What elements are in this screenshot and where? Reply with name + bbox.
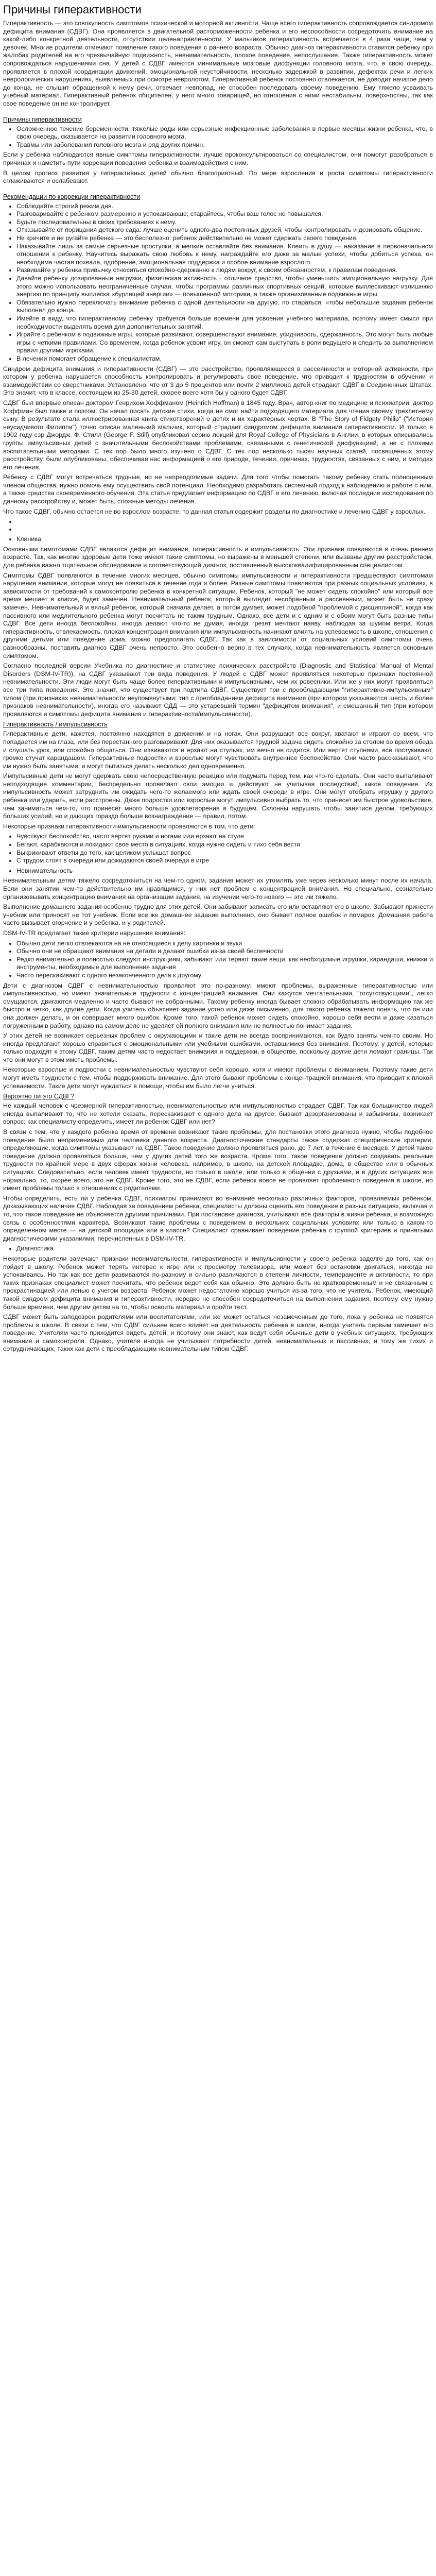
paragraph: Ребенку с СДВГ могут встречаться трудные, но не непреодолимые задачи. Для того чтобы помогать такому ребенку стать полноценным членом общества, нужно помочь ему осуществить свой потенциал. Необходимо разработать системный подход к наблюдению и работе с ним, а также средства своевременного обучения. Эта статья предлагает информацию по СДВГ и его лечению, включая последние исследования по данному расстройству и, может быть, сложные методы лечения. bbox=[3, 473, 433, 505]
inatt-heading: • Невнимательность bbox=[16, 867, 433, 875]
empty-bullet bbox=[16, 526, 433, 533]
paragraph: Некоторые родители замечают признаки невнимательности, гиперактивности и импульсивности у своего ребенка задолго до того, как он пойдет в школу. Ребенок может терять интерес к игре или к просмотру телевизора, или может без остановки двигаться, никогда не успокаиваясь. Но так как все дети развиваются по-разному и сильно различаются в степени личности, темпераменте и активности, то при таких признаках специалист может посчитать, что ребенок ведет себя как обычно. Это должно быть не кратковременным и не связанным с прокрастинацией или ленью с учетом возраста. Ребенок может недостаточно хорошо учиться из-за того, что не учитель. Ребенок, имеющий такой синдром дефицита внимания и гиперактивности, нередко не способен сосредоточиться на выполнении задания, поэтому ему нужно больше времени, чем другим детям на то, чтобы освоить материал и пройти тест. bbox=[3, 1255, 433, 1311]
paragraph: Выполнение домашнего задания особенно трудно для этих детей. Они забывают записать его или оставляют его в школе. Забывают принести учебник или приносят не тот учебник. Если все же домашнее задание выполнено, оно бывает полное ошибок и помарок. Домашняя работа часто вызывает огорчение и у ребенка, и у родителей. bbox=[3, 903, 433, 927]
paragraph: Что такое СДВГ, обычно остается не во взрослом возрасте, то данная статья содержит разделы по диагностике и лечению СДВГ у взрослых. bbox=[3, 507, 426, 515]
list-item: • Разговаривайте с ребенком размеренно и успокаивающе; старайтесь, чтобы ваш голос не повышался. bbox=[16, 210, 433, 218]
paragraph: Некоторые признаки гиперактивности-импульсивности проявляются в том, что дети: bbox=[3, 822, 255, 830]
paragraph: Согласно последней версии Учебника по диагностике и статистике психических расстройств (Diagnostic and Statistical Manual of Mental Disorders (DSM-IV-TR)), на СДВГ указывают три вида поведения. У людей с СДВГ может проявляться некоторые признаки постоянной невнимательности. Эти люди могут быть чаще более гиперактивными и импульсивными, чем их ровесники. Или же у них могут проявляться все три типа поведения. Это значит, что существует три подтипа СДВГ. Существует три с преобладающим "гиперактивно-импульсивным" типом (при признаках невнимательности неупомянутыми; тип с преобладанием дефицита внимания (при котором указываются шесть и более признаков невнимательности), иногда его называют СДД — это устаревший термин "дефицитом внимания", и смешанный тип (при котором проявляются и симптомы дефицита внимания и гиперактивности/импульсивности). bbox=[3, 662, 433, 718]
inatt-list bbox=[3, 940, 433, 980]
list-item: • Обязательно нужно переключать внимание ребенка с одной деятельности на другую, по стараться, чтобы небольшие задания ребенок выполнял до конца. bbox=[16, 299, 433, 315]
diag-heading: • Диагностика bbox=[16, 1245, 433, 1253]
causes-heading: Причины гиперактивности bbox=[3, 115, 82, 123]
paragraph: Чтобы определить, есть ли у ребенка СДВГ, психиатры принимают во внимание несколько различных факторов, проявляемых ребенком, доказывающих наличие СДВГ. Наблюдая за поведением ребенка, специалисты должны оценить его поведение в разных ситуациях, включая и то, что такое поведение не объясняется другими причинами. При постановке диагноза, учитывают все факторы в жизни ребенка, и возможную связь с особенностями характера. Возникают такие проблемы с поведением в нескольких социальных условиях или только в каком-то определенном месте — на детской площадке или в классе? Специалист сравнивает поведение ребенка с группой критериев и принятыми диагностическими указаниями, перечисленных в DSM-IV-TR. bbox=[3, 1194, 433, 1242]
diag-heading-list bbox=[3, 1245, 433, 1253]
paragraph: В целом прогноз развития у гиперактивных детей обычно благоприятный. По мере взросления и роста симптомы гиперактивности сглаживаются и ослабевают. bbox=[3, 169, 433, 185]
paragraph: Импульсивные дети не могут сдержать свою непосредственную реакцию или подумать перед тем, как что-то сделать. Они часто выпаливают неподходящие комментарии, беспредельно проявляют свои эмоции и действуют не учитывая последствий, какое поведение. Их импульсивность может затруднить им ожидать чего-то желаемого или ждать своей очереди в игре. Они могут отобрать игрушку у другого ребенка или ударить, если расстроены. Даже подростки или взрослые могут импульсивно выбрать то, что принесет им быстрое удовольствие, чем заниматься чем-то, что принесет много больше удовлетворения в будущем. Склонны нарушать чтобы занятися делом, требующих больших усилий, но и дающих гораздо больше вознаграждение — правил, потом. bbox=[3, 772, 433, 820]
list-item: • Имейте в виду, что гиперактивному ребенку требуется больше времени для усвоения учебного материала, поэтому имеет смысл при необходимости выделять время для дополнительных занятий. bbox=[16, 315, 433, 331]
paragraph: Невнимательным детям тяжело сосредоточиться на чем-то одном, задания может их утомлять уже через несколько минут после их начала. Если они занятии чем-то действительно им нравящимся, у них нет проблем с концентрацией внимания. Но специально, сознательно организовывать концентрацию внимания на организации задания, на изучении чего-то нового — это им тяжело. bbox=[3, 877, 433, 901]
paragraph: СДВГ был впервые описан доктором Генрихом Хоффманом (Heinrich Hoffman) в 1845 году. Врач, автор книг по медицине и психиатрии, доктор Хоффман был также и поэтом. Он начал писать детские стихи, когда не смог найти подходящего материала для чтения своему трехлетнему сыну. В результате стала иллюстрированная книга стихотворений о детях и их характерных чертах. В "The Story of Fidgety Philip" ("История неусидчивого Филиппа") точно описан маленький мальчик, который страдает синдромом дефицита внимания гиперактивности. И только в 1902 году сэр Джордж. Ф. Стилл (George F. Still) опубликовал серию лекций для Royal College of Physicians в Англии, в которых описывались группы импульсивных детей с значительными беспокойствами проблемами, связанными с генетической дисфункцией, а не с плохими воспитательными методами. С тех пор было много изучено о СДВГ. С тех пор несколько тысяч научных статей, посвященных этому расстройству, были опубликованы, обеспечивая нас информацией о его природе, течении, причинах, трудностях, связанных с ним, и методах его лечения. bbox=[3, 399, 433, 471]
list-item: • Бегают, карабкаются и покидают свое место в ситуациях, когда нужно сидеть и тихо себя вести bbox=[16, 841, 433, 849]
list-item: • Осложненное течение беременности, тяжелые роды или серьезные инфекционные заболевания в первые месяцы жизни ребенка, что, в свою очередь, сказывается на развитии головного мозга. bbox=[16, 125, 433, 141]
paragraph: У этих детей не возникает серьезных проблем с окружающими и такие дети не всегда воспринимаются, как будто заняты чем-то своим. Но иногда предлагают хорошо справиться с эмоциональными или учебными ошибками, оставшимися без внимания. Поэтому, у детей, которые только подходят к этому СДВГ, таким детям часто недостает внимания и поддержки, в обществе, поскольку другие дети ломают границы. Так что они могут в этом иметь проблемы. bbox=[3, 1032, 433, 1063]
paragraph: Синдром дефицита внимания и гиперактивности (СДВГ) — это расстройство, проявляющееся в рассеянности и моторной активности, при котором у ребенка нарушается способность контролировать и регулировать свое поведение, что приводит к трудностям в обучении и взаимодействии со сверстниками. Установлено, что от 3 до 5 процентов или почти 2 миллиона детей страдают СДВГ в Соединенных Штатах. Это значит, что в классе, состоящем из 25-30 детей, скорее всего хотя бы у одного будет СДВГ. bbox=[3, 365, 433, 397]
spacer bbox=[3, 188, 433, 191]
recommendations-list bbox=[3, 202, 433, 363]
paragraph: Симптомы СДВГ появляются в течение многих месяцев, обычно симптомы импульсивности и гиперактивности предшествуют симптомам нарушения внимания, которые могут не появиться в течение года и более. Разные симптомы появляются при разных социальных условиях, в зависимости от требований к самоконтролю ребенка в конкретной ситуации. Ребенок, который "не может сидеть спокойно" или который все время мешает в классе, будет замечен. Невнимательный ребенок, который выглядит несобранным и рассеянным, может быть не сразу замечен. Невнимательный и вялый ребенок, который сначала делает, а потом думает, может подобной "проблемой с дисциплиной", когда как пассивного или медлительного ребенка могут посчитать не таким трудным. Однако, все дети и с одним и с обоим могут быть разные типы СДВГ. Все дети иногда беспокойны, иногда делают что-то не думая, иногда грезят мечтают наяву, наблюдая за шумом ветра. Когда гиперактивность, отвлекаемость, плохая концентрация внимания или импульсивность начинают влиять на успеваемость в школе, отношения с другими детьми или поведение дома, можно предполагать СДВГ. Так как в зависимости от социальных условий симптомы очень разнообразны, поставить диагноз СДВГ очень непросто. Это особенно верно в тех случаях, когда невнимательность является основным симптомом. bbox=[3, 571, 433, 659]
paragraph: Некоторые взрослые и подростки с невнимательностью чувствуют себя хорошо, хотя и имеют проблемы с вниманием. Поэтому такие дети могут иметь трудности с тем, чтобы поддерживать внимание. Для этого бывают проблемы с концентрацией внимания, что приводит к плохой успеваемости. Такие дети могут нуждаться в помощи, чтобы им было легче учиться. bbox=[3, 1066, 433, 1090]
list-item: • Давайте ребенку дозированные нагрузки, физическая активность - отличное средство, чтобы уменьшить эмоциональную нагрузку. Для этого можно использовать неограниченные случаи, чтобы программы различных спортивных секций, которые выплескивают излишнюю энергию по принципу выплеска «бурлящей энергии» — повышенной моторики, а также организованные подвижные игры. bbox=[16, 275, 433, 299]
list-item: • В лечении помогает обращение к специалистам. bbox=[16, 355, 433, 363]
inatt-heading-list bbox=[3, 867, 433, 875]
paragraph: DSM-IV-TR предлагает такие критерии нарушения внимания: bbox=[3, 929, 186, 937]
paragraph: Не каждый человек с чрезмерной гиперактивностью, невнимательностью или импульсивностью страдает СДВГ. Так как большинство людей иногда выпаливают то, что не хотели сказать, перескакивают с одного дела на другое, бывают дезорганизованы и забывчивы, возникает вопрос: как специалисту определить, имеет ли ребенок СДВГ или нет? bbox=[3, 1102, 433, 1126]
list-item: • Чувствуют беспокойство, часто вертят руками и ногами или ерзают на стуле bbox=[16, 833, 433, 841]
list-item: • Выкрикивают ответы до того, как целиком услышат вопрос bbox=[16, 849, 433, 857]
hyper-heading: Гиперактивность / импульсивность bbox=[3, 721, 108, 728]
spacer bbox=[3, 110, 433, 113]
page-title: Причины гиперактивности bbox=[3, 3, 142, 16]
empty-bullet bbox=[16, 518, 433, 526]
paragraph: В связи с тем, что у каждого ребенка время от времени возникают такие проблемы, для постановки этого диагноза нужно, чтобы подобное поведение было неприменимым для человека данного возраста. Диагностические стандарты также содержат специфические критерии, определяющие, когда симптомы указывают на СДВГ. Такое поведение должно проявляться рано, до 7 лет, в течение 6 месяцев. У детей такое поведение должно проявляться больше, чем у других детей того же возраста. Кроме того, такое поведение должно создавать реальные трудности по крайней мере в двух сферах жизни человека, например, в школе, на детской площадке, дома, в обществе или в обычных ситуациях. Следовательно, если человек имеет трудности, но только в школе, или только в общении с друзьями, и в других ситуациях все нормально, то, скорее всего, это не СДВГ. Кроме того, это не СДВГ, если ребенок вовсе не проявляет проблемного поведения в школе, но имеет проблемы только в отношениях с родителями. bbox=[3, 1128, 433, 1192]
list-item: • Развивайте у ребенка привычку относиться спокойно-сдержанно к людям вокруг, к своим обязанностям, к правилам поведения. bbox=[16, 266, 433, 275]
paragraph: Гиперактивные дети, кажется, постоянно находятся в движении и на ногах. Они разрушают все вокруг, хватают и играют со всем, что попадается им на глаза, или без перестанного разговаривают. Для них оказывается трудной задача сидеть спокойно за столом во время обеда и слушать урок, или спокойно общаться. Они извиваются и ерзают на стульях, им вечно не сидится. Или вертят ступнями, все постукивают, громко стучат карандашом. Гиперактивные подростки и взрослые могут чувствовать внутреннее беспокойство. Они часто рассказывают, что им нужно быть занятыми, и могут пытаться делать несколько дел одновременно. bbox=[3, 730, 433, 770]
likely-heading: Вероятно ли это СДВГ? bbox=[3, 1093, 75, 1100]
list-item: • Наказывайте лишь за самые серьезные проступки, а мелкие оставляйте без внимания. Клеить в душу — наказание в первоначальном отношении к ребенку. Научитесь выражать свою любовь к нему, награждайте его даже за малые успехи, чтобы добиться успеха, он необходима частая похвала, одобрение, эмоциональная поддержка и особое внимание взрослого. bbox=[16, 243, 433, 267]
list-item: • Отказывайте от порицания детского сада: лучше оценить одного-два постоянных друзей, чтобы контролировать и дозировать общение. bbox=[16, 226, 433, 234]
list-item: • Обычно они не обращают внимания на детали и делают ошибки из-за своей беспечности bbox=[16, 947, 433, 956]
list-item: • С трудом стоят в очереди или дожидаются своей очереди в игре bbox=[16, 857, 433, 865]
hyper-list bbox=[3, 833, 433, 865]
list-item: • Травмы или заболевания головного мозга и ряд других причин. bbox=[16, 141, 433, 149]
list-item: • Не кричите и не ругайте ребенка — это бесполезно: ребенок действительно не может сдержать своего поведения. bbox=[16, 234, 433, 243]
recommendations-heading: Рекомендации по коррекции гиперактивности bbox=[3, 193, 141, 200]
paragraph: Если у ребенка наблюдаются явные симптомы гиперактивности, лучше проконсультироваться со специалистом, они помогут разобраться в причинах и наметить пути коррекции поведения ребенка и взаимодействия с ним. bbox=[3, 151, 433, 166]
list-item: • Будьте последовательны в своих требованиях к нему. bbox=[16, 218, 433, 227]
list-item: • Соблюдайте строгий режим дня. bbox=[16, 202, 433, 211]
list-item: • Играйте с ребенком в подвижные игры, которые развивают, совершенствуют внимание, усидчивость, сдержанность. Это могут быть любые игры с четкими правилами. Со временем, когда ребенок усвоит игру, он сможет сам выступать в роли ведущего и следить за выполнением правил другими игроками. bbox=[16, 331, 433, 355]
causes-list bbox=[3, 125, 433, 149]
paragraph: Дети с диагнозом СДВГ с невнимательностью проявляют это по-разному: имеют проблемы, выраженные гиперактивностью или импульсивностью, но имеют значительные трудности с концентрацией внимания. Они кажутся мечтательными, "отсутствующими", легко смущаются, двигаются медленно и часто бывают не собранными. Такому ребенку иногда бывает сложно обрабатывать информацию так же быстро и четко, как другие дети. Когда учитель объясняет задание устно или даже письменно, для такого ребенка тяжело понять, что он или она должен делать, и он совершает много ошибок. Кроме того, такой ребенок может сидеть спокойно, хорошо себя вести и даже казаться погруженным в работу, однако на самом деле не уделяет ей полного внимания или не полностью понимает задания. bbox=[3, 981, 433, 1029]
paragraph: Основными симптомами СДВГ являются дефицит внимания, гиперактивность и импульсивность. Эти признаки появляются в очень раннем возрасте. Так, как многие здоровые дети тоже имеют такие симптомы, но выражены в меньшей степени, или вызваны другим расстройством, для ребенка важно тщательное обследование и соответствующий диагноз, поставленный высококвалифицированным специалистом. bbox=[3, 545, 433, 569]
empty-bullets bbox=[3, 518, 433, 533]
clinic-heading: • Клиника bbox=[16, 535, 433, 544]
intro-paragraph: Гиперактивность — это совокупность симптомов психической и моторной активности. Чаще всего гиперактивность сопровождается синдромом дефицита внимания (СДВГ). Она проявляется в двигательной расторможенности ребенка и его неспособности сосредоточить внимание на какой-либо конкретной деятельности, отсутствии целенаправленности. У мальчиков гиперактивность встречается в 4 раза чаще, чем у девочек. Многие родители отмечают появление такого поведения с раннего возраста. Обычно диагноз гиперактивности ставится ребенку при жалобах родителей на его чрезвычайную подвижность, невнимательность, плохое поведение, непослушание. Также гиперактивность может сопровождаться нарушениями сна. У детей с СДВГ имеются минимальные мозговые дисфункции головного мозга, что, в свою очередь, проявляется в плохой координации движений, эмоциональной неустойчивости, несколько задержкой в развитии, дефектах речи и легких неврологических нарушениях, выявляемых при осмотре неврологом. Гиперактивный ребенок постоянно отвлекается, не доводит начатое дело до конца, не слышит обращенной к нему речи, отвечает невпопад, не способен последовать своему поведению. Ему тяжело усваивать учебный материал. Гиперактивный ребенок общителен, у него много товарищей, но отношения с ними нестабильны, поверхностны, так как свое поведение он не контролирует. bbox=[3, 20, 433, 107]
list-item: • Редко внимательно и полностью следуют инструкциям, забывают или теряют такие вещи, как необходимые игрушки, карандаши, книжки и инструменты, необходимые для выполнения задания bbox=[16, 956, 433, 972]
paragraph: СДВГ может быть заподозрен родителями или воспитателями, или же может остаться незамеченным до того, пока у ребенка не появятся проблемы в школе. В связи с тем, что СДВГ сильнее всего влияет на деятельность ребенка в школе, иногда учитель первым замечает его поведение. Учителям часто приходится видеть детей, и поэтому они знают, как ведут себя обычные дети в учебных ситуациях, требующих внимания и самоконтроля. Однако, учителя иногда не учитывают потребности детей, невнимательных и пассивных, и тому же тихих и сотрудничающих, таких как дети с преобладающим невнимательным типом СДВГ. bbox=[3, 1313, 433, 1353]
list-item: • Часто перескакивают с одного незаконченного дела к другому bbox=[16, 972, 433, 980]
list-item: • Обычно дети легко отвлекаются на не относящиеся к делу картинки и звуки bbox=[16, 940, 433, 948]
clinic-heading-list bbox=[3, 535, 433, 544]
